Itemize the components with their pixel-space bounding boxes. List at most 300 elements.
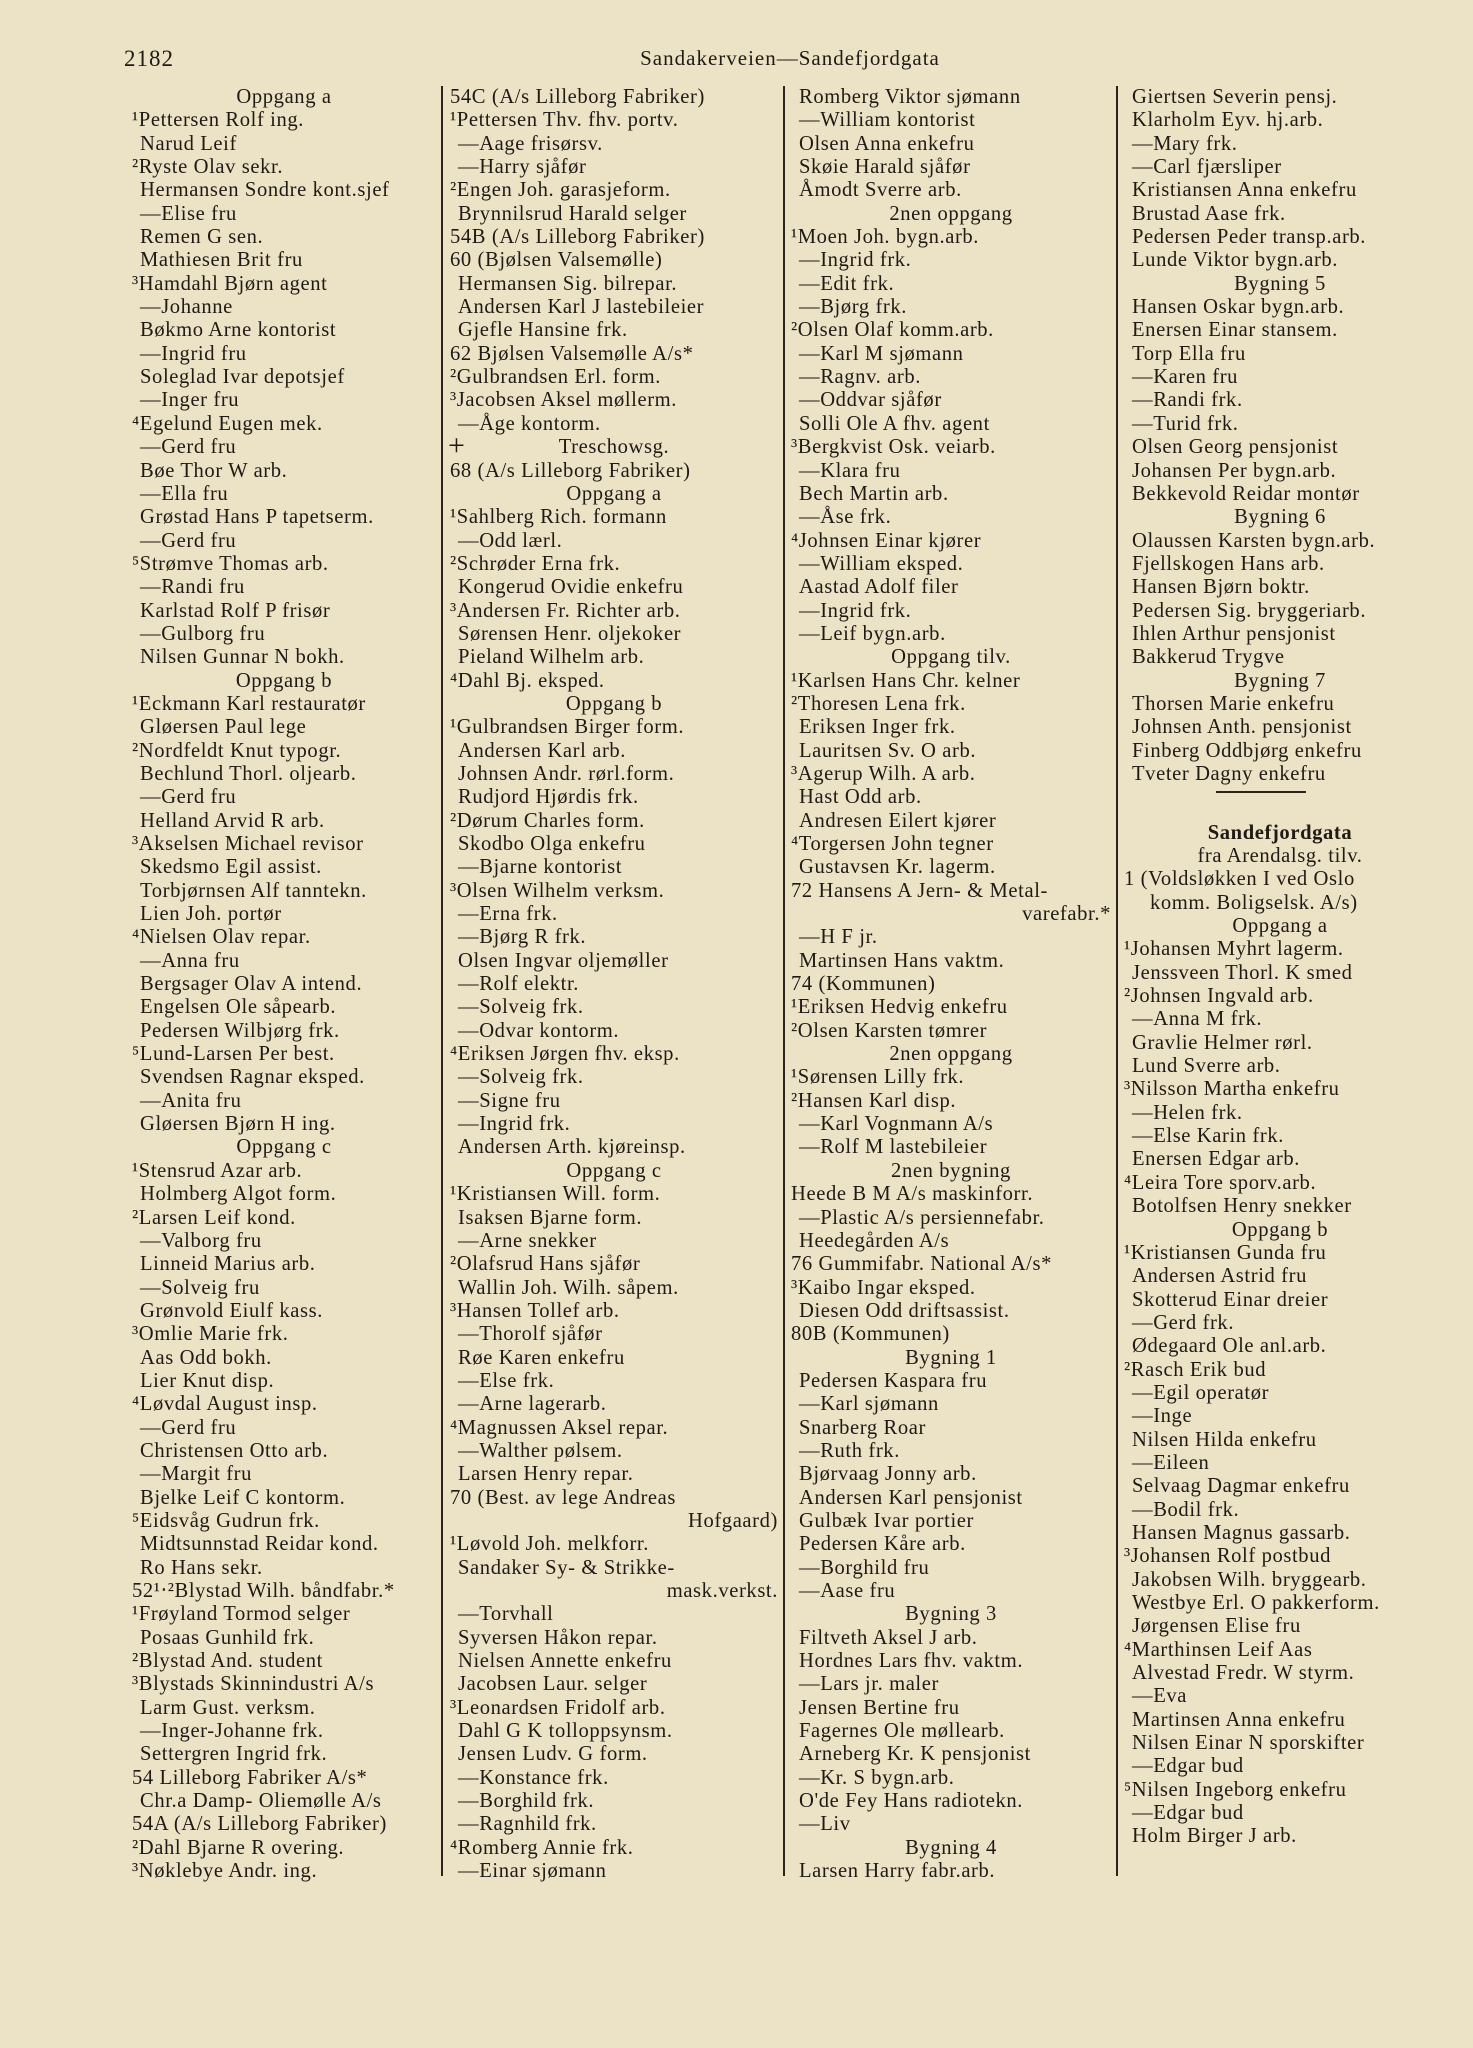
entry-line: Settergren Ingrid frk.: [140, 1743, 328, 1766]
floor-entry: ¹Eckmann Karl restauratør: [132, 692, 366, 715]
column-2: [446, 86, 782, 1886]
entry-line: —Inger-Johanne frk.: [140, 1720, 324, 1743]
column-rule: [783, 86, 785, 1876]
section-heading: Bygning 3: [905, 1603, 997, 1626]
entry-line: Hansen Magnus gassarb.: [1132, 1521, 1351, 1544]
floor-entry: ³Hamdahl Bjørn agent: [132, 272, 328, 295]
entry-line: Bjelke Leif C kontorm.: [140, 1486, 346, 1509]
floor-entry: ²Hansen Karl disp.: [791, 1089, 957, 1112]
entry-line: Ødegaard Ole anl.arb.: [1132, 1335, 1327, 1358]
section-heading: Oppgang c: [236, 1136, 332, 1159]
entry-line: —Ella fru: [140, 482, 229, 505]
entry-line: Nilsen Gunnar N bokh.: [140, 646, 345, 669]
entry-line: Hansen Oskar bygn.arb.: [1132, 296, 1345, 319]
entry-line: Remen G sen.: [140, 226, 264, 249]
entry-line: Gjefle Hansine frk.: [458, 319, 628, 342]
entry-line: Gløersen Paul lege: [140, 716, 307, 739]
column-4: [1120, 86, 1440, 1886]
floor-entry: ²Ryste Olav sekr.: [132, 156, 284, 179]
floor-entry: ³Bergkvist Osk. veiarb.: [791, 436, 996, 459]
entry-line: —Ingrid frk.: [799, 249, 912, 272]
floor-entry: ²Johnsen Ingvald arb.: [1124, 985, 1314, 1008]
entry-line: —Liv: [799, 1813, 851, 1836]
entry-line: Kristiansen Anna enkefru: [1132, 179, 1357, 202]
floor-entry: ¹Pettersen Rolf ing.: [132, 109, 305, 132]
entry-line: Lunde Viktor bygn.arb.: [1132, 249, 1339, 272]
entry-line: Olsen Anna enkefru: [799, 132, 975, 155]
entry-line: Svendsen Ragnar eksped.: [140, 1066, 365, 1089]
entry-line: Aas Odd bokh.: [140, 1346, 272, 1369]
entry-line: Hermansen Sondre kont.sjef: [140, 179, 390, 202]
entry-line: Solli Ole A fhv. agent: [799, 412, 990, 435]
entry-line: Mathiesen Brit fru: [140, 249, 303, 272]
entry-line: —Erna frk.: [458, 903, 558, 926]
floor-entry: ¹Pettersen Thv. fhv. portv.: [450, 109, 679, 132]
entry-line: —Kr. S bygn.arb.: [799, 1766, 955, 1789]
entry-line: Westbye Erl. O pakkerform.: [1132, 1592, 1380, 1614]
section-heading: Bygning 1: [905, 1346, 997, 1369]
floor-entry: ⁴Nielsen Olav repar.: [132, 926, 311, 949]
entry-line: —Edit frk.: [799, 272, 895, 295]
entry-line: Isaksen Bjarne form.: [458, 1206, 643, 1229]
house-number-entry: Heede B M A/s maskinforr.: [791, 1183, 1034, 1206]
entry-line: —Odd lærl.: [458, 529, 563, 552]
entry-line: Ro Hans sekr.: [140, 1556, 263, 1579]
entry-line: Hermansen Sig. bilrepar.: [458, 272, 678, 295]
floor-entry: ¹Kristiansen Gunda fru: [1124, 1241, 1327, 1264]
entry-line: Christensen Otto arb.: [140, 1439, 329, 1462]
entry-line: Brustad Aase frk.: [1132, 202, 1286, 225]
entry-line: —Klara fru: [799, 459, 901, 482]
entry-line: Pedersen Sig. bryggeriarb.: [1132, 599, 1367, 622]
column-rule: [1116, 86, 1118, 1876]
entry-line: Arneberg Kr. K pensjonist: [799, 1743, 1031, 1766]
house-number-entry: 54C (A/s Lilleborg Fabriker): [450, 86, 705, 108]
floor-entry: ²Gulbrandsen Erl. form.: [450, 366, 661, 389]
entry-line: Filtveth Aksel J arb.: [799, 1626, 978, 1649]
entry-line: —Else frk.: [458, 1369, 555, 1392]
section-heading: Oppgang tilv.: [891, 646, 1011, 669]
floor-entry: ³Blystads Skinnindustri A/s: [132, 1673, 375, 1696]
entry-line: Bech Martin arb.: [799, 482, 949, 505]
house-number-entry: 62 Bjølsen Valsemølle A/s*: [450, 342, 694, 365]
floor-entry: ²Engen Joh. garasjeform.: [450, 179, 671, 202]
entry-line: Jensen Bertine fru: [799, 1696, 960, 1719]
entry-line: Andersen Arth. kjøreinsp.: [458, 1136, 686, 1159]
floor-entry: ²Olafsrud Hans sjåfør: [450, 1253, 641, 1276]
entry-line: Grøstad Hans P tapetserm.: [140, 506, 374, 529]
floor-entry: ³Nøklebye Andr. ing.: [132, 1860, 318, 1883]
entry-line: —Ingrid fru: [140, 342, 247, 365]
entry-line: Romberg Viktor sjømann: [799, 86, 1021, 108]
entry-line: Heedegården A/s: [799, 1229, 950, 1252]
entry-line: —Åge kontorm.: [458, 412, 601, 435]
running-head: Sandakerveien—Sandefjordgata: [640, 46, 940, 70]
entry-line: Larsen Henry repar.: [458, 1463, 634, 1486]
entry-line: —Ingrid frk.: [458, 1113, 571, 1136]
entry-line: Enersen Edgar arb.: [1132, 1148, 1301, 1171]
entry-line: —Bodil frk.: [1132, 1498, 1240, 1521]
section-heading: Oppgang c: [566, 1159, 662, 1182]
entry-line: Olaussen Karsten bygn.arb.: [1132, 529, 1376, 552]
entry-line: —Solveig frk.: [458, 1066, 584, 1089]
entry-line: —Thorolf sjåfør: [458, 1323, 603, 1346]
entry-line: Bøe Thor W arb.: [140, 459, 288, 482]
section-heading: Bygning 5: [1234, 272, 1326, 295]
entry-line: Bøkmo Arne kontorist: [140, 319, 337, 342]
section-heading: 2nen oppgang: [889, 202, 1013, 225]
floor-entry: ²Olsen Karsten tømrer: [791, 1019, 988, 1042]
entry-line: Pedersen Kaspara fru: [799, 1369, 988, 1392]
floor-entry: ⁴Løvdal August insp.: [132, 1393, 318, 1416]
section-heading: Oppgang a: [566, 482, 662, 505]
continuation-line: komm. Boligselsk. A/s): [1150, 891, 1358, 914]
floor-entry: ³Kaibo Ingar eksped.: [791, 1276, 976, 1299]
entry-line: Lauritsen Sv. O arb.: [799, 739, 977, 762]
floor-entry: ⁴Magnussen Aksel repar.: [450, 1416, 669, 1439]
entry-line: Andersen Karl arb.: [458, 739, 627, 762]
entry-line: Dahl G K tolloppsynsm.: [458, 1720, 673, 1743]
entry-line: —Edgar bud: [1132, 1755, 1244, 1778]
entry-line: Andersen Karl J lastebileier: [458, 296, 705, 319]
entry-line: —Harry sjåfør: [458, 156, 587, 179]
floor-entry: ⁵Nilsen Ingeborg enkefru: [1124, 1778, 1347, 1801]
house-number-entry: 52¹‧²Blystad Wilh. båndfabr.*: [132, 1580, 395, 1602]
entry-line: —Torvhall: [458, 1603, 554, 1626]
entry-line: Skotterud Einar dreier: [1132, 1288, 1329, 1311]
section-heading: 2nen bygning: [891, 1159, 1011, 1182]
house-number-entry: 74 (Kommunen): [791, 973, 936, 996]
entry-line: Diesen Odd driftsassist.: [799, 1299, 1010, 1322]
floor-entry: ³Andersen Fr. Richter arb.: [450, 599, 681, 622]
entry-line: Enersen Einar stansem.: [1132, 319, 1338, 342]
entry-line: —Randi fru: [140, 576, 245, 599]
section-divider: [1120, 786, 1440, 798]
entry-line: Johnsen Anth. pensjonist: [1132, 716, 1352, 739]
floor-entry: ³Johansen Rolf postbud: [1124, 1545, 1332, 1568]
floor-entry: ³Olsen Wilhelm verksm.: [450, 879, 665, 902]
entry-line: —Randi frk.: [1132, 389, 1243, 412]
entry-line: Olsen Ingvar oljemøller: [458, 949, 669, 972]
entry-line: Hansen Bjørn boktr.: [1132, 576, 1310, 599]
directory-columns: [128, 86, 1448, 1886]
entry-line: Jacobsen Laur. selger: [458, 1673, 648, 1696]
floor-entry: ⁴Leira Tore sporv.arb.: [1124, 1171, 1317, 1194]
entry-line: Sørensen Henr. oljekoker: [458, 622, 682, 645]
entry-line: Pedersen Kåre arb.: [799, 1533, 966, 1556]
cross-street-label: Treschowsg.: [558, 436, 670, 459]
entry-line: —Helen frk.: [1132, 1101, 1243, 1124]
entry-line: Martinsen Anna enkefru: [1132, 1708, 1346, 1731]
floor-entry: ¹Johansen Myhrt lagerm.: [1124, 938, 1344, 961]
entry-line: Olsen Georg pensjonist: [1132, 436, 1339, 459]
entry-line: —Ragnv. arb.: [799, 366, 921, 389]
entry-line: Jenssveen Thorl. K smed: [1132, 961, 1353, 984]
entry-line: —Plastic A/s persiennefabr.: [799, 1206, 1045, 1229]
floor-entry: ²Dahl Bjarne R overing.: [132, 1836, 345, 1859]
entry-line: —Einar sjømann: [458, 1860, 607, 1883]
entry-line: —Gerd fru: [140, 529, 237, 552]
entry-line: —Bjørg frk.: [799, 296, 908, 319]
entry-line: Karlstad Rolf P frisør: [140, 599, 331, 622]
entry-line: Alvestad Fredr. W styrm.: [1132, 1662, 1355, 1685]
floor-entry: ¹Gulbrandsen Birger form.: [450, 716, 685, 739]
floor-entry: ²Rasch Erik bud: [1124, 1358, 1267, 1381]
floor-entry: ³Nilsson Martha enkefru: [1124, 1078, 1340, 1101]
entry-line: Jensen Ludv. G form.: [458, 1743, 648, 1766]
entry-line: —Karen fru: [1132, 366, 1239, 389]
entry-line: —Signe fru: [458, 1089, 561, 1112]
section-heading: fra Arendalsg. tilv.: [1197, 845, 1363, 867]
entry-line: —Borghild fru: [799, 1556, 930, 1579]
entry-line: Soleglad Ivar depotsjef: [140, 366, 345, 389]
entry-line: Engelsen Ole såpearb.: [140, 996, 337, 1019]
entry-line: Skøie Harald sjåfør: [799, 156, 971, 179]
continuation-line: Hofgaard): [687, 1509, 778, 1532]
floor-entry: ³Jacobsen Aksel møllerm.: [450, 389, 678, 412]
entry-line: —Arne lagerarb.: [458, 1393, 607, 1416]
entry-line: Larsen Harry fabr.arb.: [799, 1860, 996, 1883]
entry-line: Skedsmo Egil assist.: [140, 856, 322, 879]
entry-line: Chr.a Damp- Oliemølle A/s: [140, 1790, 382, 1813]
entry-line: —Egil operatør: [1132, 1381, 1270, 1404]
house-number-entry: 68 (A/s Lilleborg Fabriker): [450, 459, 691, 482]
floor-entry: ²Nordfeldt Knut typogr.: [132, 739, 342, 762]
entry-line: Åmodt Sverre arb.: [799, 179, 962, 202]
floor-entry: ¹Løvold Joh. melkforr.: [450, 1533, 649, 1556]
column-3: [787, 86, 1115, 1886]
entry-line: —Mary frk.: [1132, 132, 1238, 155]
floor-entry: ³Hansen Tollef arb.: [450, 1299, 620, 1322]
entry-line: —Anna M frk.: [1132, 1008, 1263, 1031]
entry-line: Torp Ella fru: [1132, 342, 1246, 365]
entry-line: Bergsager Olav A intend.: [140, 973, 363, 996]
entry-line: —Aase fru: [799, 1580, 896, 1602]
entry-line: Nilsen Einar N sporskifter: [1132, 1732, 1365, 1755]
entry-line: —Johanne: [140, 296, 233, 319]
continuation-line: mask.verkst.: [666, 1580, 778, 1602]
floor-entry: ¹Moen Joh. bygn.arb.: [791, 226, 980, 249]
entry-line: —Margit fru: [140, 1463, 253, 1486]
entry-line: Bjørvaag Jonny arb.: [799, 1463, 977, 1486]
entry-line: Snarberg Roar: [799, 1416, 926, 1439]
house-number-entry: 76 Gummifabr. National A/s*: [791, 1253, 1053, 1276]
entry-line: Tveter Dagny enkefru: [1132, 762, 1326, 785]
entry-line: Aastad Adolf filer: [799, 576, 959, 599]
entry-line: —Turid frk.: [1132, 412, 1239, 435]
entry-line: —Arne snekker: [458, 1229, 597, 1252]
section-heading: Bygning 7: [1234, 669, 1326, 692]
section-heading: Bygning 4: [905, 1836, 997, 1859]
floor-entry: ¹Karlsen Hans Chr. kelner: [791, 669, 1021, 692]
floor-entry: ²Thoresen Lena frk.: [791, 692, 966, 715]
house-number-entry: 54 Lilleborg Fabriker A/s*: [132, 1766, 368, 1789]
floor-entry: ⁵Strømve Thomas arb.: [132, 552, 329, 575]
entry-line: Holmberg Algot form.: [140, 1183, 337, 1206]
section-heading: Bygning 6: [1234, 506, 1326, 529]
entry-line: Giertsen Severin pensj.: [1132, 86, 1338, 108]
floor-entry: ⁴Egelund Eugen mek.: [132, 412, 323, 435]
entry-line: O'de Fey Hans radiotekn.: [799, 1790, 1023, 1813]
entry-line: —Gerd fru: [140, 436, 237, 459]
section-heading: 2nen oppgang: [889, 1043, 1013, 1066]
entry-line: —Karl Vognmann A/s: [799, 1113, 994, 1136]
floor-entry: ²Dørum Charles form.: [450, 809, 645, 832]
floor-entry: ⁴Torgersen John tegner: [791, 833, 994, 855]
entry-line: —Bjarne kontorist: [458, 856, 623, 879]
entry-line: Sandaker Sy- & Strikke-: [458, 1556, 675, 1579]
entry-line: —William kontorist: [799, 109, 976, 132]
entry-line: Bakkerud Trygve: [1132, 646, 1285, 669]
entry-line: Bekkevold Reidar montør: [1132, 482, 1360, 505]
entry-line: Andersen Karl pensjonist: [799, 1486, 1023, 1509]
floor-entry: ⁴Romberg Annie frk.: [450, 1836, 634, 1859]
entry-line: —Inger fru: [140, 389, 240, 412]
entry-line: Andersen Astrid fru: [1132, 1265, 1307, 1288]
house-number-entry: 72 Hansens A Jern- & Metal-: [791, 879, 1048, 902]
entry-line: Syversen Håkon repar.: [458, 1626, 658, 1649]
house-number-entry: 60 (Bjølsen Valsemølle): [450, 249, 663, 272]
floor-entry: ¹Eriksen Hedvig enkefru: [791, 996, 1008, 1019]
entry-line: Hordnes Lars fhv. vaktm.: [799, 1650, 1024, 1673]
entry-line: Finberg Oddbjørg enkefru: [1132, 739, 1362, 762]
floor-entry: ³Akselsen Michael revisor: [132, 833, 364, 855]
entry-line: Pieland Wilhelm arb.: [458, 646, 645, 669]
entry-line: —Walther pølsem.: [458, 1439, 623, 1462]
floor-entry: ³Leonardsen Fridolf arb.: [450, 1696, 666, 1719]
entry-line: Bechlund Thorl. oljearb.: [140, 762, 357, 785]
entry-line: —Rolf M lastebileier: [799, 1136, 988, 1159]
entry-line: —Bjørg R frk.: [458, 926, 587, 949]
entry-line: Larm Gust. verksm.: [140, 1696, 316, 1719]
entry-line: Brynnilsrud Harald selger: [458, 202, 687, 225]
entry-line: Nielsen Annette enkefru: [458, 1650, 672, 1673]
spacer: [1120, 798, 1440, 821]
entry-line: Lien Joh. portør: [140, 903, 282, 926]
section-heading: Oppgang b: [1231, 1218, 1329, 1241]
entry-line: —Rolf elektr.: [458, 973, 580, 996]
page-number: 2182: [124, 46, 174, 71]
continuation-line: varefabr.*: [1022, 903, 1111, 926]
entry-line: Martinsen Hans vaktm.: [799, 949, 1005, 972]
section-heading: Oppgang b: [565, 692, 663, 715]
floor-entry: ⁴Dahl Bj. eksped.: [450, 669, 605, 692]
entry-line: —Elise fru: [140, 202, 237, 225]
floor-entry: ¹Kristiansen Will. form.: [450, 1183, 661, 1206]
section-heading: Oppgang a: [1232, 915, 1328, 938]
entry-line: Eriksen Inger frk.: [799, 716, 956, 739]
entry-line: Fjellskogen Hans arb.: [1132, 552, 1325, 575]
floor-entry: ³Omlie Marie frk.: [132, 1323, 289, 1346]
entry-line: Holm Birger J arb.: [1132, 1825, 1297, 1848]
entry-line: Thorsen Marie enkefru: [1132, 692, 1335, 715]
entry-line: Jørgensen Elise fru: [1132, 1615, 1301, 1638]
entry-line: —Gulborg fru: [140, 622, 266, 645]
entry-line: —Odvar kontorm.: [458, 1019, 620, 1042]
entry-line: —Ruth frk.: [799, 1439, 900, 1462]
entry-line: —Anita fru: [140, 1089, 242, 1112]
entry-line: —Lars jr. maler: [799, 1673, 939, 1696]
entry-line: Gulbæk Ivar portier: [799, 1509, 974, 1532]
entry-line: Gustavsen Kr. lagerm.: [799, 856, 996, 879]
entry-line: —Konstance frk.: [458, 1766, 609, 1789]
floor-entry: ¹Sørensen Lilly frk.: [791, 1066, 965, 1089]
entry-line: —Borghild frk.: [458, 1790, 595, 1813]
entry-line: Pedersen Wilbjørg frk.: [140, 1019, 340, 1042]
entry-line: —Inge: [1132, 1405, 1193, 1428]
street-heading: Sandefjordgata: [1207, 821, 1353, 844]
entry-line: Torbjørnsen Alf tanntekn.: [140, 879, 367, 902]
entry-line: Wallin Joh. Wilh. såpem.: [458, 1276, 679, 1299]
floor-entry: ²Blystad And. student: [132, 1650, 323, 1673]
entry-line: Nilsen Hilda enkefru: [1132, 1428, 1317, 1451]
house-number-entry: 70 (Best. av lege Andreas: [450, 1486, 677, 1509]
entry-line: —Else Karin frk.: [1132, 1125, 1284, 1148]
entry-line: Narud Leif: [140, 132, 237, 155]
floor-entry: ⁵Lund-Larsen Per best.: [132, 1043, 335, 1066]
entry-line: Hast Odd arb.: [799, 786, 922, 809]
entry-line: —Karl M sjømann: [799, 342, 964, 365]
entry-line: —Oddvar sjåfør: [799, 389, 942, 412]
floor-entry: ⁴Eriksen Jørgen fhv. eksp.: [450, 1043, 680, 1066]
cross-mark-icon: +: [448, 429, 466, 463]
entry-line: —Edgar bud: [1132, 1802, 1244, 1825]
entry-line: —Solveig fru: [140, 1276, 260, 1299]
floor-entry: ⁴Marthinsen Leif Aas: [1124, 1638, 1313, 1661]
entry-line: Helland Arvid R arb.: [140, 809, 325, 832]
column-rule: [441, 86, 443, 1876]
entry-line: —Carl fjærsliper: [1132, 156, 1282, 179]
entry-line: —Karl sjømann: [799, 1393, 939, 1416]
entry-line: Johansen Per bygn.arb.: [1132, 459, 1337, 482]
entry-line: Midtsunnstad Reidar kond.: [140, 1533, 379, 1556]
entry-line: —Åse frk.: [799, 506, 892, 529]
entry-line: Fagernes Ole møllearb.: [799, 1720, 1005, 1743]
entry-line: —Valborg fru: [140, 1229, 262, 1252]
entry-line: Pedersen Peder transp.arb.: [1132, 226, 1367, 249]
floor-entry: ¹Sahlberg Rich. formann: [450, 506, 667, 529]
entry-line: —Solveig frk.: [458, 996, 584, 1019]
entry-line: —Gerd frk.: [1132, 1311, 1235, 1334]
floor-entry: ¹Stensrud Azar arb.: [132, 1159, 303, 1182]
entry-line: —Gerd fru: [140, 1416, 237, 1439]
house-number-entry: 80B (Kommunen): [791, 1323, 950, 1346]
entry-line: Rudjord Hjørdis frk.: [458, 786, 639, 809]
entry-line: Ihlen Arthur pensjonist: [1132, 622, 1336, 645]
section-heading: Oppgang a: [236, 86, 332, 108]
entry-line: —Ingrid frk.: [799, 599, 912, 622]
entry-line: Kongerud Ovidie enkefru: [458, 576, 684, 599]
cross-street-line: [446, 429, 782, 463]
entry-line: Botolfsen Henry snekker: [1132, 1195, 1352, 1218]
floor-entry: ¹Frøyland Tormod selger: [132, 1603, 351, 1626]
entry-line: Lier Knut disp.: [140, 1369, 275, 1392]
entry-line: Johnsen Andr. rørl.form.: [458, 762, 675, 785]
entry-line: Jakobsen Wilh. bryggearb.: [1132, 1568, 1367, 1591]
entry-line: Grønvold Eiulf kass.: [140, 1299, 324, 1322]
entry-line: Gravlie Helmer rørl.: [1132, 1031, 1313, 1054]
entry-line: Posaas Gunhild frk.: [140, 1626, 315, 1649]
entry-line: —Gerd fru: [140, 786, 237, 809]
entry-line: Lund Sverre arb.: [1132, 1055, 1281, 1078]
entry-line: Skodbo Olga enkefru: [458, 833, 646, 855]
entry-line: —Leif bygn.arb.: [799, 622, 946, 645]
entry-line: —Eileen: [1132, 1451, 1210, 1474]
floor-entry: ⁴Johnsen Einar kjører: [791, 529, 982, 552]
floor-entry: ²Larsen Leif kond.: [132, 1206, 296, 1229]
entry-line: Gløersen Bjørn H ing.: [140, 1113, 336, 1136]
floor-entry: ³Agerup Wilh. A arb.: [791, 762, 976, 785]
